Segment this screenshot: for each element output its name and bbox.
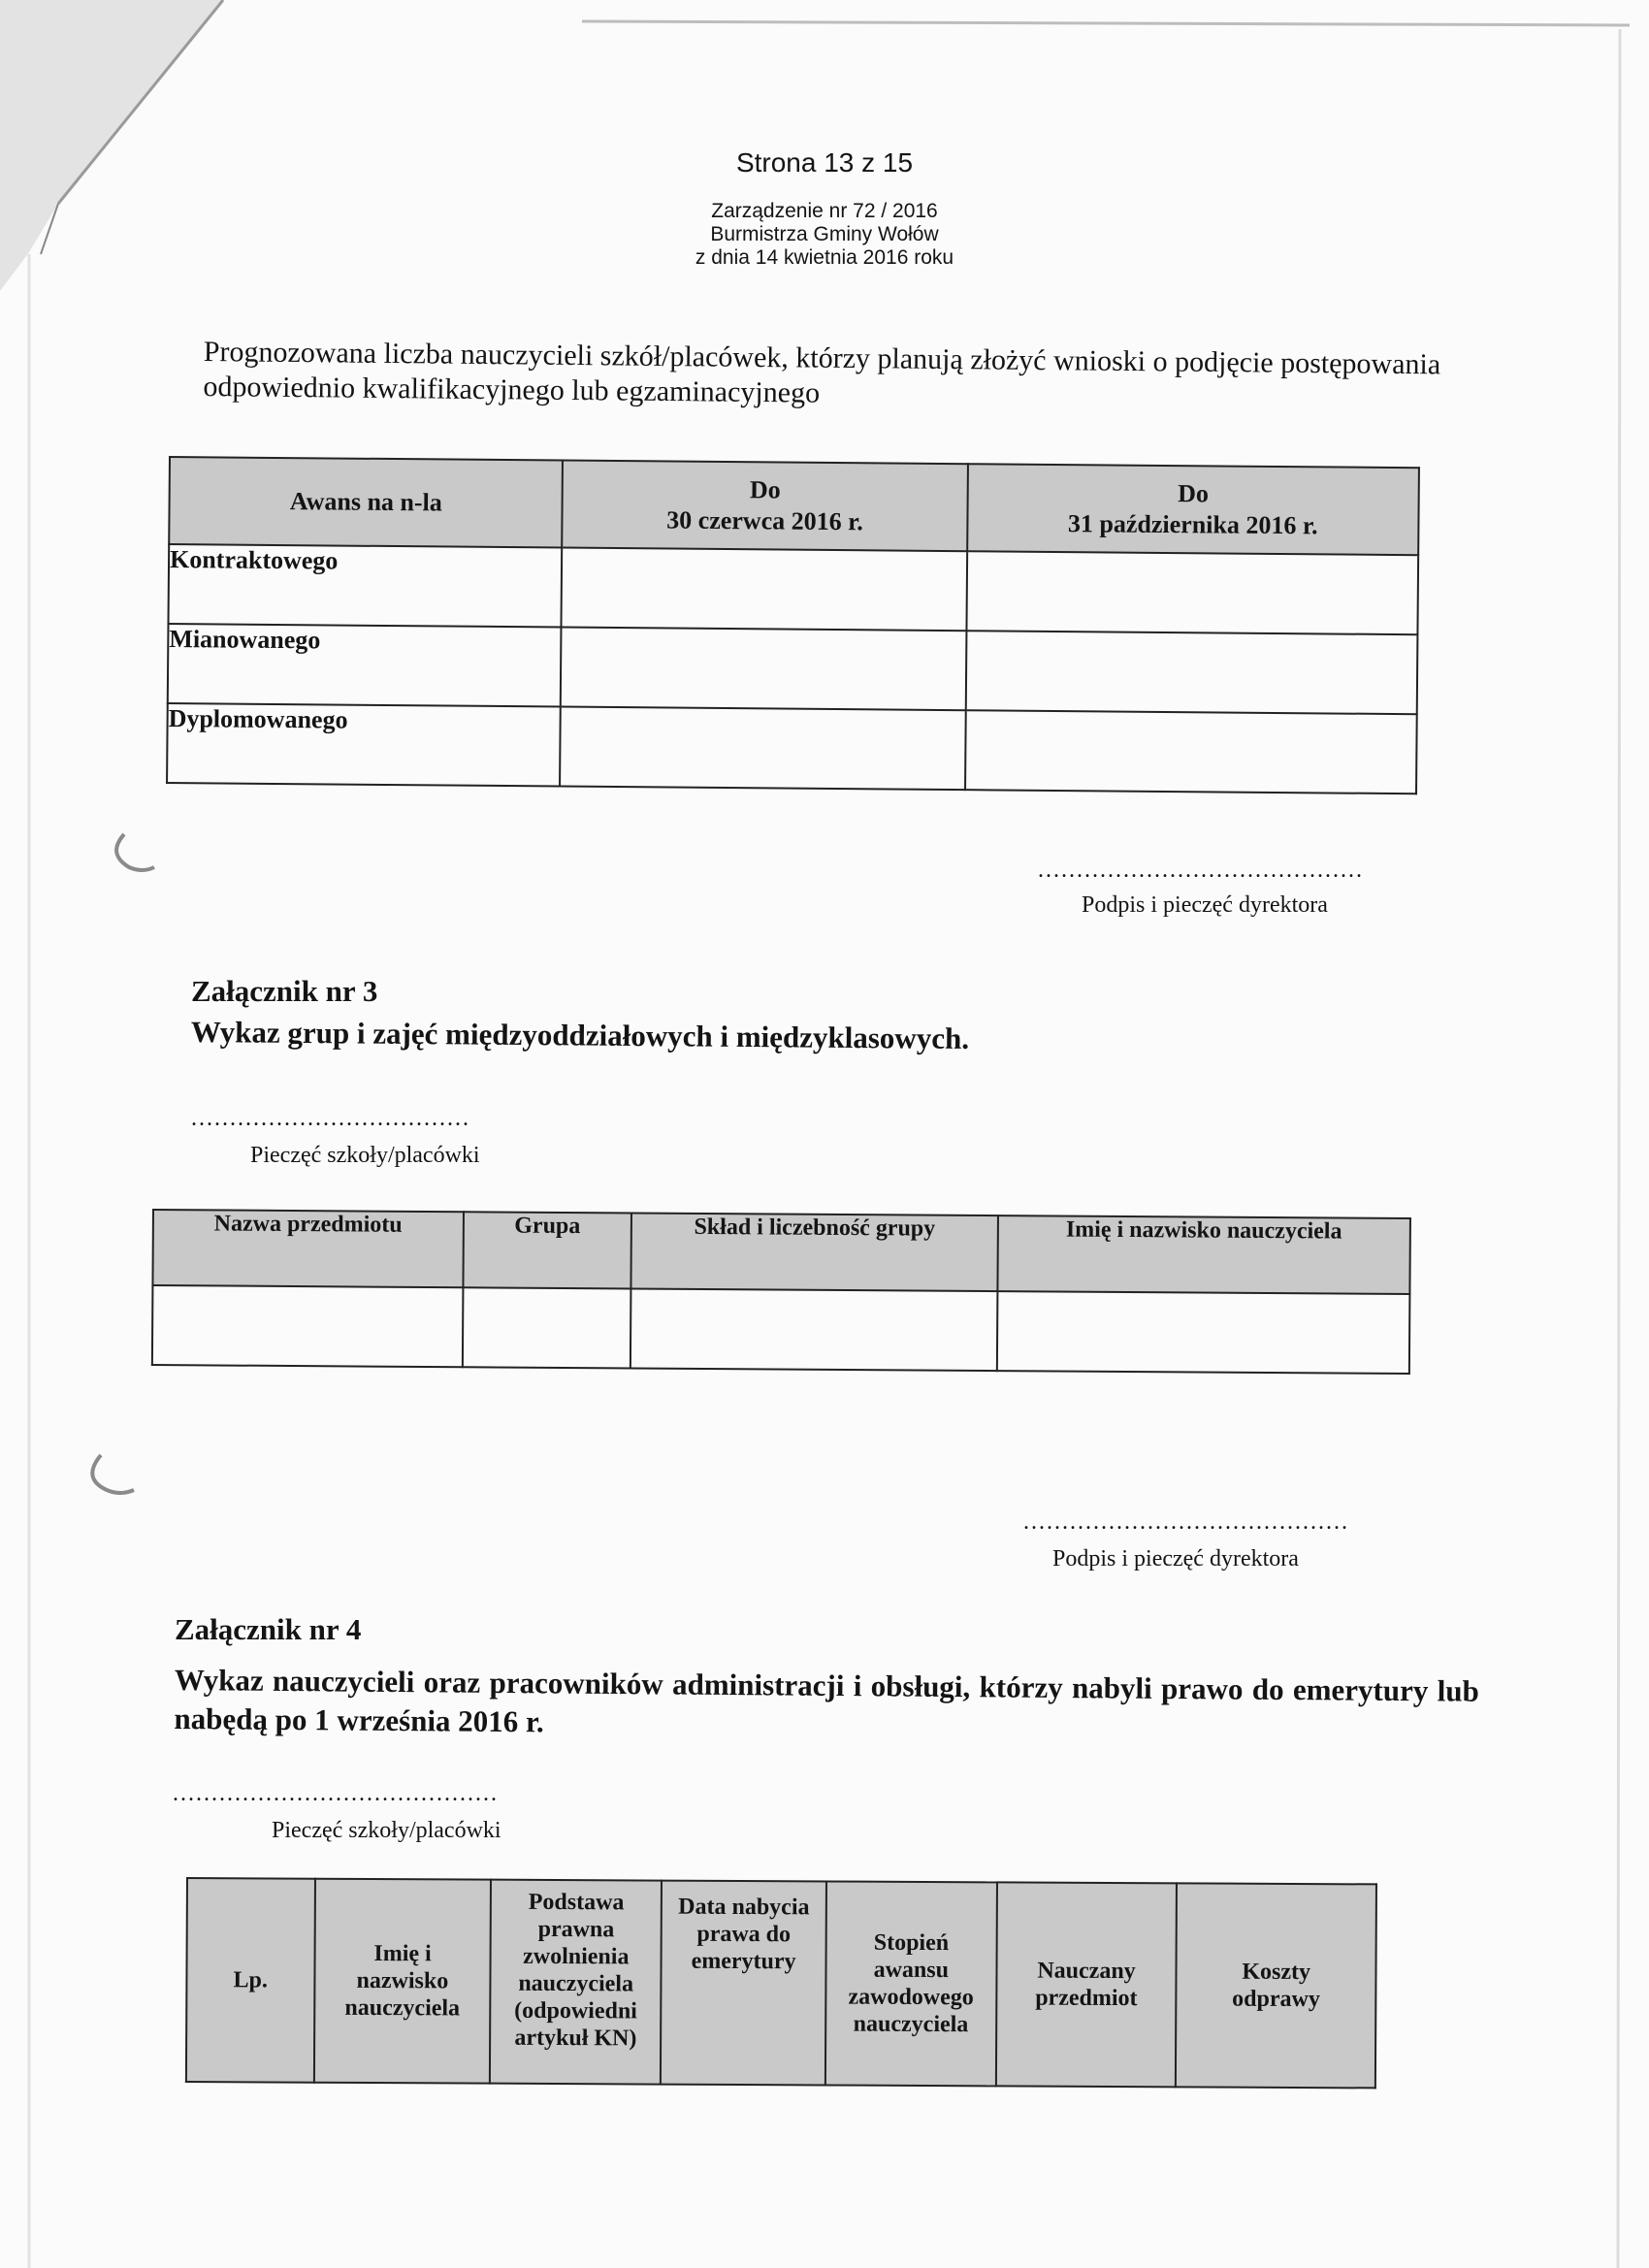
header-text: zawodowego	[848, 1984, 974, 2011]
header-deadline-october-l1: Do	[1178, 479, 1210, 508]
table-row	[168, 624, 1418, 714]
header-promotion: Awans na n-la	[169, 457, 563, 548]
signature-line: ..........................................	[1038, 858, 1364, 883]
header-group: Grupa	[463, 1212, 631, 1288]
header-text: odprawy	[1232, 1986, 1320, 2013]
header-text: (odpowiedni	[514, 1997, 637, 2025]
header-text: prawna	[537, 1916, 615, 1943]
header-text: przedmiot	[1035, 1985, 1138, 2012]
row-label-contract: Kontraktowego	[168, 544, 562, 628]
header-lp	[186, 1878, 315, 2083]
header-promotion-level	[825, 1881, 997, 2086]
table-cell[interactable]	[152, 1285, 463, 1367]
table-cell[interactable]	[562, 548, 967, 632]
header-group-composition: Skład i liczebność grupy	[631, 1213, 998, 1291]
header-text: Lp.	[233, 1967, 268, 1993]
header-deadline-june-l2: 30 czerwca 2016 r.	[666, 505, 863, 536]
header-deadline-october	[967, 464, 1419, 555]
page-number: Strona 13 z 15	[735, 147, 914, 178]
table-cell[interactable]	[462, 1287, 630, 1368]
header-text: zwolnienia	[523, 1943, 630, 1970]
header-text: Data nabycia	[678, 1894, 810, 1921]
stamp-line: ..........................................	[173, 1781, 499, 1806]
header-text: awansu	[873, 1957, 950, 1984]
header-deadline-june-l1: Do	[749, 475, 781, 504]
header-text: nauczyciela	[344, 1994, 461, 2022]
table-cell[interactable]	[966, 551, 1418, 634]
header-text: nauczyciela	[853, 2011, 969, 2038]
table-cell[interactable]	[561, 707, 966, 791]
order-issuer: Burmistrza Gminy Wołów	[710, 223, 939, 245]
annex-3-subtitle: Wykaz grup i zajęć międzyoddziałowych i międzyklasowych.	[190, 1015, 970, 1055]
header-text: Podstawa	[528, 1889, 625, 1916]
table-row	[152, 1285, 1410, 1374]
row-label-appointed: Mianowanego	[168, 624, 562, 707]
header-severance-costs	[1176, 1883, 1376, 2088]
annex-4-title: Załącznik nr 4	[175, 1612, 362, 1646]
header-deadline-june	[563, 461, 968, 552]
header-legal-basis	[490, 1880, 662, 2085]
header-teacher-name: Imię i nazwisko nauczyciela	[997, 1215, 1410, 1294]
intro-paragraph: Prognozowana liczba nauczycieli szkół/placówek, którzy planują złożyć wnioski o podjęcie postępowania odpowiednio kwalifikacyjnego lub egzaminacyjnego	[203, 335, 1441, 409]
signature-line: ..........................................	[1023, 1509, 1349, 1535]
header-text: Imię i	[373, 1941, 432, 1967]
row-label-certified: Dyplomowanego	[167, 703, 561, 787]
header-text: Nauczany	[1037, 1958, 1136, 1985]
header-deadline-october-l2: 31 października 2016 r.	[1067, 509, 1318, 540]
header-text: emerytury	[691, 1948, 796, 1975]
retirement-table	[185, 1877, 1377, 2089]
groups-table	[151, 1209, 1411, 1375]
table-row	[167, 703, 1417, 794]
header-text: prawa do	[696, 1921, 792, 1948]
annex-3-title: Załącznik nr 3	[191, 974, 378, 1008]
signature-label: Podpis i pieczęć dyrektora	[1052, 1546, 1299, 1571]
header-text: artykuł KN)	[514, 2025, 637, 2052]
table-cell[interactable]	[965, 710, 1417, 794]
table-cell[interactable]	[561, 628, 966, 711]
header-retirement-date	[661, 1881, 826, 2086]
table-row	[168, 544, 1418, 634]
header-subject: Nazwa przedmiotu	[152, 1210, 463, 1287]
header-text: nauczyciela	[518, 1970, 634, 1997]
header-text: Koszty	[1242, 1959, 1311, 1986]
header-teacher-name	[314, 1879, 492, 2084]
table-cell[interactable]	[997, 1291, 1410, 1374]
annex-4-subtitle: Wykaz nauczycieli oraz pracowników administracji i obsługi, którzy nabyli prawo do emerytury lub nabędą po 1 września 2016 r.	[174, 1662, 1479, 1739]
promotion-forecast-table	[166, 456, 1420, 794]
order-number: Zarządzenie nr 72 / 2016	[711, 200, 938, 222]
stamp-label: Pieczęć szkoły/placówki	[272, 1818, 501, 1843]
table-cell[interactable]	[965, 631, 1417, 714]
signature-label: Podpis i pieczęć dyrektora	[1082, 892, 1328, 918]
stamp-line: ....................................	[191, 1106, 470, 1131]
header-text: Stopień	[873, 1929, 950, 1957]
order-date: z dnia 14 kwietnia 2016 roku	[695, 246, 954, 269]
stamp-label: Pieczęć szkoły/placówki	[250, 1143, 480, 1168]
header-subject-taught	[996, 1882, 1178, 2087]
table-cell[interactable]	[630, 1288, 997, 1371]
header-text: nazwisko	[356, 1967, 449, 1994]
